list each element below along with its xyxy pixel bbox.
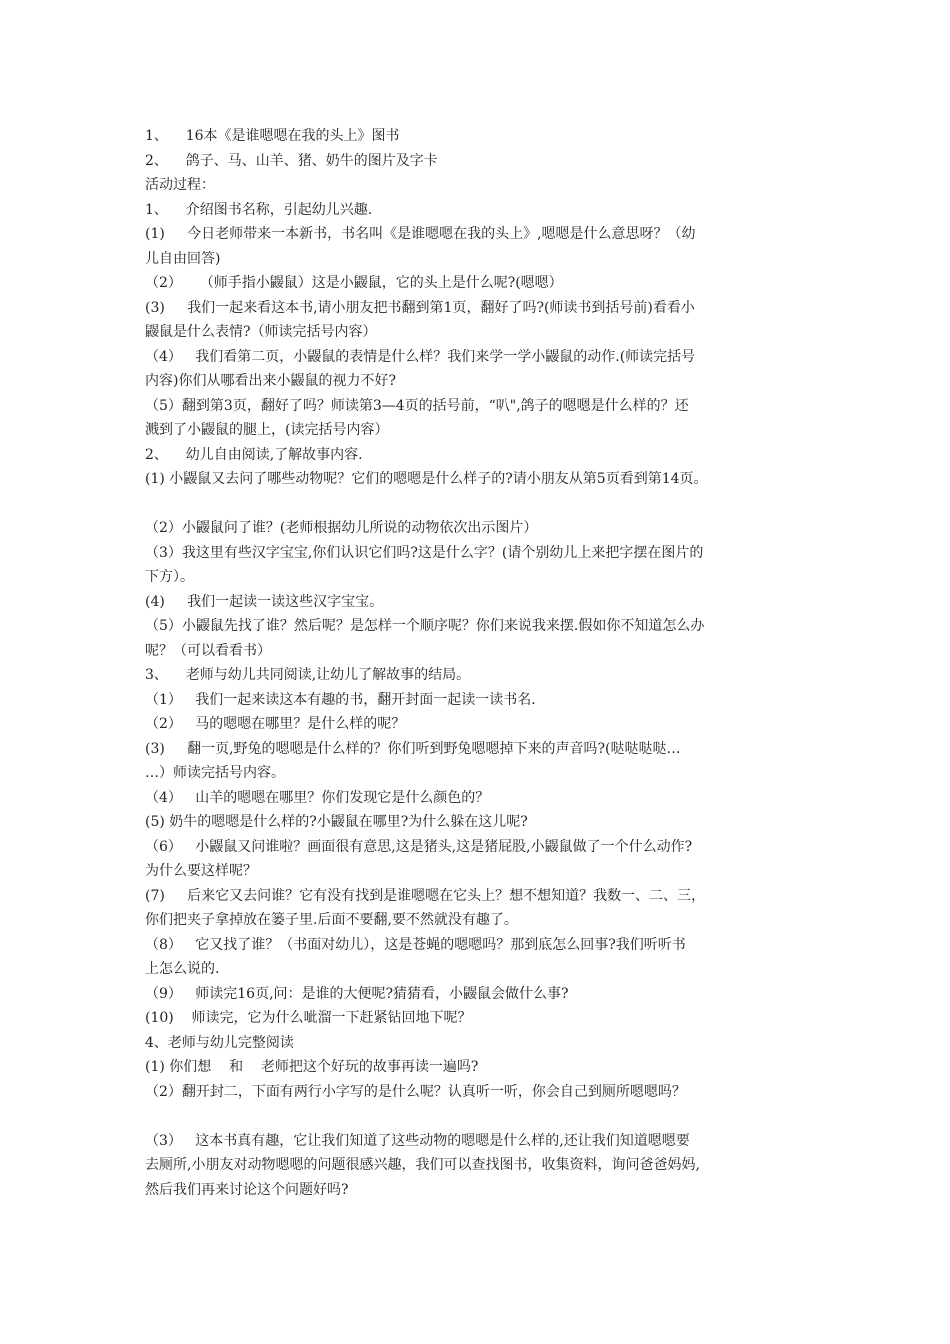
blank-line	[145, 492, 835, 517]
text-line: 去厕所,小朋友对动物嗯嗯的问题很感兴趣，我们可以查找图书，收集资料，询问爸爸妈妈,	[145, 1157, 700, 1173]
text-line: （5）翻到第3页，翻好了吗？师读第3—4页的括号前，“叭",鸽子的嗯嗯是什么样的？还	[145, 397, 689, 414]
text-line: …）师读完括号内容。	[145, 765, 285, 781]
text-line: 内容)你们从哪看出来小鼹鼠的视力不好?	[145, 373, 396, 389]
text-line: （2）小鼹鼠问了谁？(老师根据幼儿所说的动物依次出示图片）	[145, 520, 538, 536]
text-line: (5) 奶牛的嗯嗯是什么样的?小鼹鼠在哪里?为什么躲在这儿呢?	[145, 814, 528, 830]
text-line: 1、 16本《是谁嗯嗯在我的头上》图书	[145, 128, 400, 144]
text-line: (1) 你们想 和 老师把这个好玩的故事再读一遍吗?	[145, 1059, 479, 1075]
text-line: 儿自由回答)	[145, 250, 221, 267]
text-line: 上怎么说的.	[145, 961, 220, 977]
text-line: （4） 我们看第二页，小鼹鼠的表情是什么样？我们来学一学小鼹鼠的动作.(师读完括号	[145, 348, 696, 365]
text-line: (7) 后来它又去问谁？它有没有找到是谁嗯嗯在它头上？想不想知道？我数一、二、三，	[145, 887, 706, 904]
text-line: （4） 山羊的嗯嗯在哪里？你们发现它是什么颜色的？	[145, 789, 490, 806]
text-line: (1) 今日老师带来一本新书，书名叫《是谁嗯嗯在我的头上》,嗯嗯是什么意思呀？（幼	[145, 226, 696, 242]
blank-line	[145, 1104, 835, 1129]
text-line: 你们把夹子拿掉放在篓子里.后面不要翻,要不然就没有趣了。	[145, 912, 518, 928]
text-line: (1) 小鼹鼠又去问了哪些动物呢？它们的嗯嗯是什么样子的?请小朋友从第5页看到第14页。	[145, 471, 708, 487]
text-line: 溅到了小鼹鼠的腿上，(读完括号内容）	[145, 422, 389, 438]
text-line: （2）翻开封二，下面有两行小字写的是什么呢？认真听一听，你会自己到厕所嗯嗯吗？	[145, 1083, 686, 1100]
text-line: (4) 我们一起读一读这些汉字宝宝。	[145, 593, 384, 610]
text-line: (3) 我们一起来看这本书,请小朋友把书翻到第1页，翻好了吗?(师读书到括号前)看看小	[145, 299, 695, 316]
text-line: (3) 翻一页,野兔的嗯嗯是什么样的？你们听到野兔嗯嗯掉下来的声音吗?(哒哒哒哒…	[145, 740, 681, 757]
text-line: （5）小鼹鼠先找了谁？然后呢？是怎样一个顺序呢？你们来说我来摆.假如你不知道怎么办	[145, 618, 705, 634]
text-line: 活动过程：	[145, 177, 215, 193]
text-line: 3、 老师与幼儿共同阅读,让幼儿了解故事的结局。	[145, 667, 471, 683]
text-line: （3） 这本书真有趣，它让我们知道了这些动物的嗯嗯是什么样的,还让我们知道嗯嗯要	[145, 1132, 690, 1149]
text-line: 2、 幼儿自由阅读,了解故事内容.	[145, 446, 363, 463]
text-line: （9） 师读完16页,问：是谁的大便呢?猜猜看，小鼹鼠会做什么事?	[145, 985, 569, 1002]
text-line: 1、 介绍图书名称，引起幼儿兴趣.	[145, 201, 373, 218]
document-body	[145, 124, 835, 1202]
text-line: 然后我们再来讨论这个问题好吗?	[145, 1181, 349, 1198]
text-line: (10) 师读完，它为什么呲溜一下赶紧钻回地下呢？	[145, 1010, 472, 1026]
text-line: （3）我这里有些汉字宝宝,你们认识它们吗?这是什么字？(请个别幼儿上来把字摆在图片的	[145, 544, 704, 561]
text-line: 鼹鼠是什么表情?（师读完括号内容）	[145, 324, 377, 340]
text-line: （8） 它又找了谁？（书面对幼儿），这是苍蝇的嗯嗯吗？那到底怎么回事?我们听听书	[145, 936, 686, 953]
text-line: 4、老师与幼儿完整阅读	[145, 1034, 294, 1051]
text-line: 2、 鸽子、马、山羊、猪、奶牛的图片及字卡	[145, 152, 438, 169]
text-line: （2） 马的嗯嗯在哪里？是什么样的呢？	[145, 716, 406, 732]
text-line: （6） 小鼹鼠又问谁啦？画面很有意思,这是猪头,这是猪屁股,小鼹鼠做了一个什么动作?	[145, 838, 693, 855]
text-line: 为什么要这样呢？	[145, 863, 257, 879]
text-line: 呢？（可以看看书）	[145, 642, 271, 659]
text-line: （2） （师手指小鼹鼠）这是小鼹鼠，它的头上是什么呢?(嗯嗯）	[145, 275, 563, 291]
text-line: （1） 我们一起来读这本有趣的书，翻开封面一起读一读书名.	[145, 691, 536, 708]
text-line: 下方）。	[145, 569, 194, 585]
